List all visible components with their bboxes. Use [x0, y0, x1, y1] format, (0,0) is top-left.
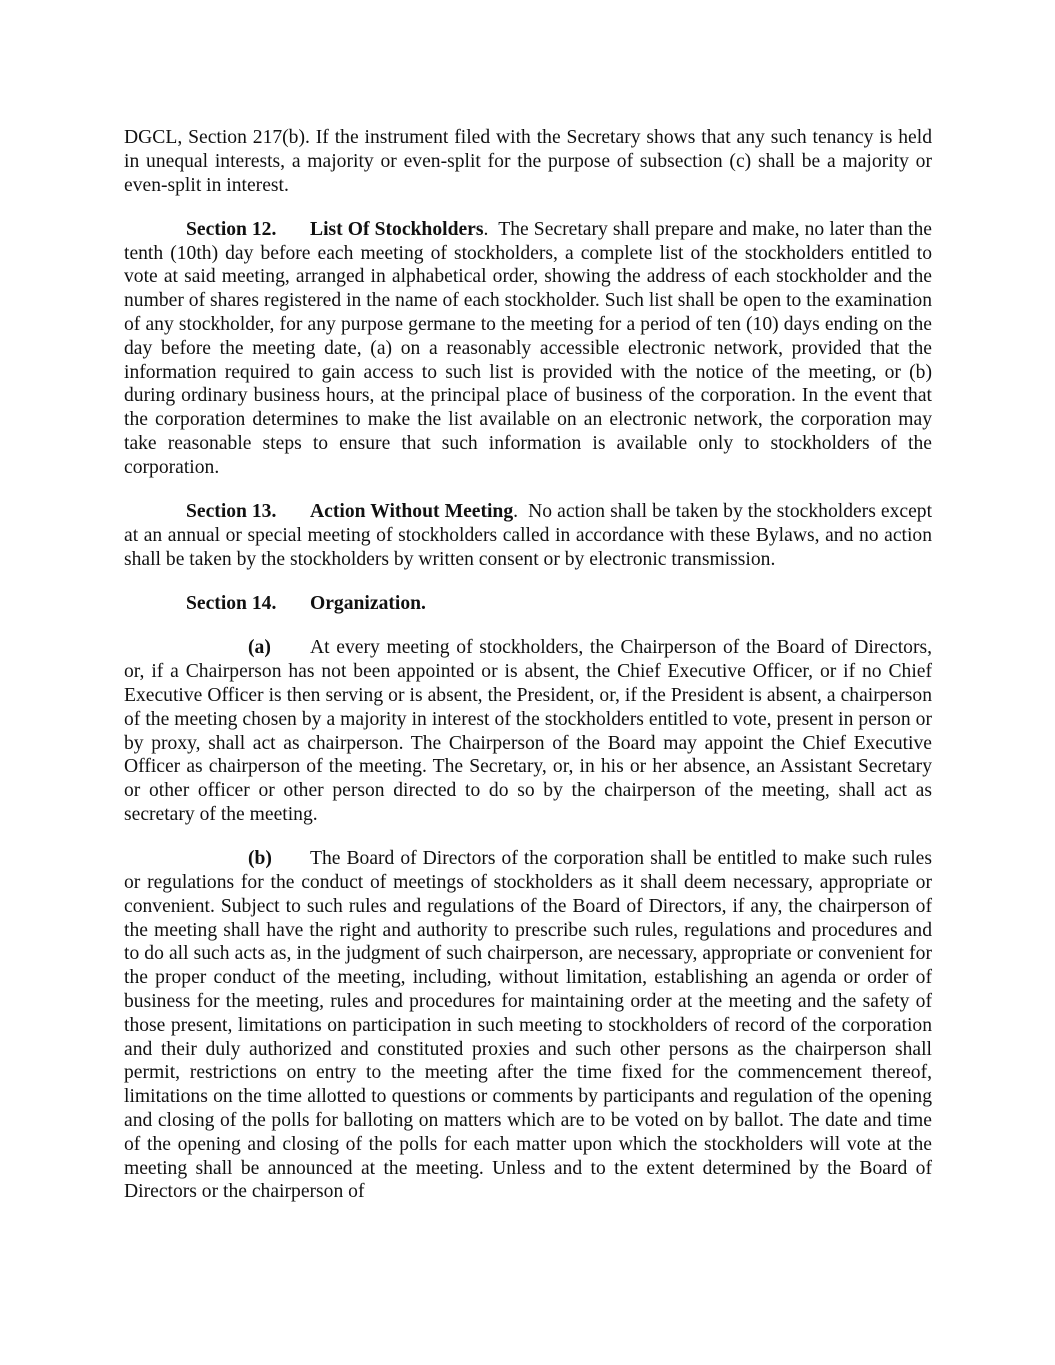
section-14a-body: At every meeting of stockholders, the Chairperson of the Board of Directors, or, if a Chairperson has not been appointed or is absent, the Chief Executive Officer, or if no Chief Executive Officer is then serving or is absent, the President, or, if the President is absent, a chairperson of the meeting chosen by a majority in interest of the stockholders entitled to vote, present in person or by proxy, shall act as chairperson. The Chairperson of the Board may appoint the Chief Executive Officer as chairperson of the meeting. The Secretary, or, in his or her absence, an Assistant Secretary or other officer or other person directed to do so by the chairperson of the meeting, shall act as secretary of the meeting. [124, 637, 932, 825]
section-14b-body: The Board of Directors of the corporation shall be entitled to make such rules or regulations for the conduct of meetings of stockholders as it shall deem necessary, appropriate or convenient. Subject to such rules and regulations of the Board of Directors, if any, the chairperson of the meeting shall have the right and authority to prescribe such rules, regulations and procedures and to do all such acts as, in the judgment of such chairperson, are necessary, appropriate or convenient for the proper conduct of the meeting, including, without limitation, establishing an agenda or order of business for the meeting, rules and procedures for maintaining order at the meeting and the safety of those present, limitations on participation in such meeting to stockholders of record of the corporation and their duly authorized and constituted proxies and such other persons as the chairperson shall permit, restrictions on entry to the meeting after the time fixed for the commencement thereof, limitations on the time allotted to questions or comments by participants and regulation of the opening and closing of the polls for balloting on matters which are to be voted on by ballot. The date and time of the opening and closing of the polls for each matter upon which the stockholders will vote at the meeting shall be announced at the meeting. Unless and to the extent determined by the Board of Directors or the chairperson of [124, 848, 932, 1203]
section-14-title: Organization. [310, 593, 426, 615]
section-14b-label: (b) [248, 848, 272, 870]
intro-paragraph: DGCL, Section 217(b). If the instrument filed with the Secretary shows that any such tenancy is held in unequal interests, a majority or even-split for the purpose of subsection (c) shall be a majority or even-split in interest. [124, 127, 932, 196]
section-13-title: Action Without Meeting [310, 501, 514, 523]
section-14a-label: (a) [248, 637, 271, 659]
section-13-number: Section 13. [186, 501, 277, 523]
section-14b-paragraph [124, 847, 932, 1204]
section-12-title-punct: . [483, 218, 489, 240]
section-14-heading [124, 592, 932, 616]
section-12-body: The Secretary shall prepare and make, no later than the tenth (10th) day before each meeting of stockholders, a complete list of the stockholders entitled to vote at said meeting, arranged in alphabetical order, showing the address of each stockholder and the number of shares registered in the name of each stockholder. Such list shall be open to the examination of any stockholder, for any purpose germane to the meeting for a period of ten (10) days ending on the day before the meeting date, (a) on a reasonably accessible electronic network, provided that the information required to gain access to such list is provided with the notice of the meeting, or (b) during ordinary business hours, at the principal place of business of the corporation. In the event that the corporation determines to make the list available on an electronic network, the corporation may take reasonable steps to ensure that such information is available only to stockholders of the corporation. [124, 218, 932, 478]
section-12-title: List Of Stockholders [310, 218, 484, 240]
section-13-paragraph [124, 500, 932, 571]
section-14-number: Section 14. [186, 593, 277, 615]
section-12-paragraph [124, 218, 932, 480]
document-page [124, 126, 932, 1225]
section-13-title-punct: . [513, 501, 519, 523]
section-14a-paragraph [124, 636, 932, 826]
section-13-body: No action shall be taken by the stockholders except at an annual or special meeting of stockholders called in accordance with these Bylaws, and no action shall be taken by the stockholders by written consent or by electronic transmission. [124, 501, 933, 570]
section-12-number: Section 12. [186, 218, 277, 240]
